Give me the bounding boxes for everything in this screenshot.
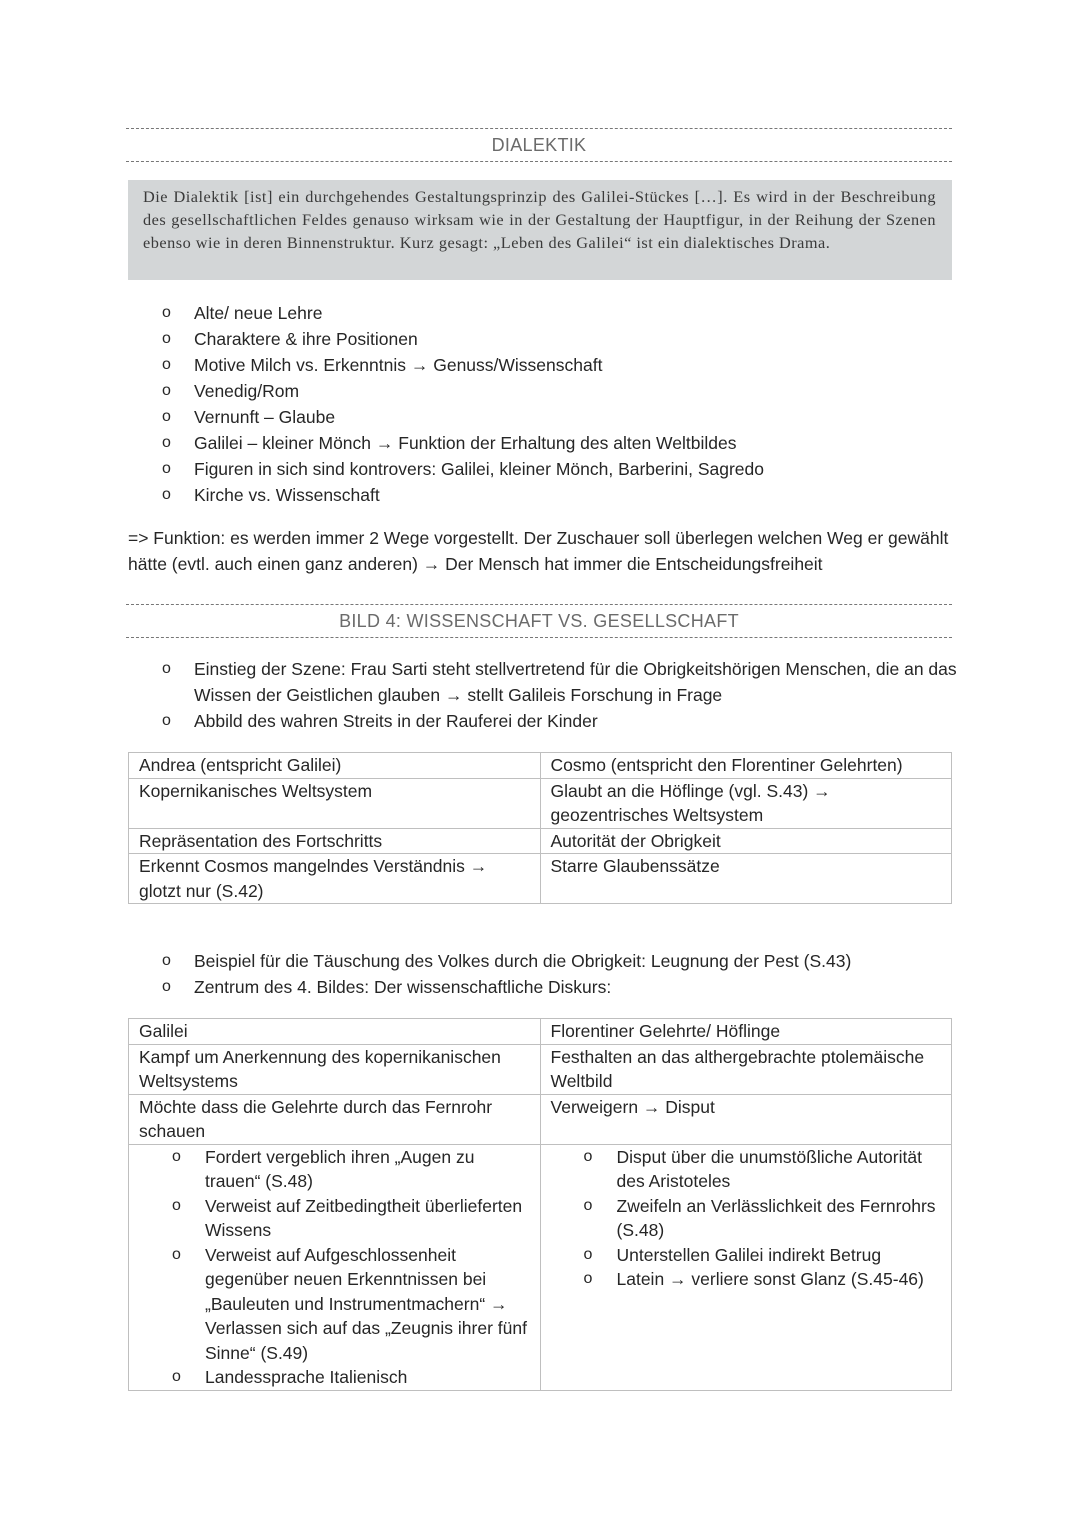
bullet-item: o Vernunft – Glaube (160, 404, 960, 430)
conclusion-paragraph: => Funktion: es werden immer 2 Wege vorgestellt. Der Zuschauer soll überlegen welchen Weg er gewählt hätte (evtl. auch einen ganz anderen) → Der Mensch hat immer die Entscheidungsfreiheit (128, 528, 949, 574)
comparison-table-andrea-cosmo (128, 752, 952, 904)
table-cell: Festhalten an das althergebrachte ptolemäische Weltbild (540, 1044, 952, 1094)
section-heading-dialektik: DIALEKTIK (126, 128, 952, 162)
table-row (129, 1044, 952, 1094)
cell-bullet-item: o Disput über die unumstößliche Autorität des Aristoteles (581, 1145, 942, 1194)
table-cell: Kampf um Anerkennung des kopernikanischen Weltsystems (129, 1044, 541, 1094)
comparison-table-galilei-gelehrte (128, 1018, 952, 1391)
table-row (129, 778, 952, 828)
bullet-item: o Motive Milch vs. Erkenntnis → Genuss/Wissenschaft (160, 352, 960, 378)
table-cell: Erkennt Cosmos mangelndes Verständnis → glotzt nur (S.42) (129, 854, 541, 904)
table-cell: Glaubt an die Höflinge (vgl. S.43) → geozentrisches Weltsystem (540, 778, 952, 828)
table-cell: Cosmo (entspricht den Florentiner Gelehrten) (540, 753, 952, 779)
cell-bullet-list (551, 1145, 942, 1292)
bullet-item: o Zentrum des 4. Bildes: Der wissenschaftliche Diskurs: (160, 974, 960, 1000)
cell-bullet-item: o Fordert vergeblich ihren „Augen zu trauen“ (S.48) (169, 1145, 530, 1194)
bullet-item: o Beispiel für die Täuschung des Volkes durch die Obrigkeit: Leugnung der Pest (S.43) (160, 948, 960, 974)
bullet-item: o Abbild des wahren Streits in der Rauferei der Kinder (160, 708, 960, 734)
table-cell: Andrea (entspricht Galilei) (129, 753, 541, 779)
cell-bullet-item: o Landessprache Italienisch (169, 1365, 530, 1390)
table-header-row (129, 753, 952, 779)
table-row (129, 828, 952, 854)
table-cell: Starre Glaubenssätze (540, 854, 952, 904)
cell-bullet-item: o Latein → verliere sonst Glanz (S.45-46) (581, 1267, 942, 1292)
bullet-item: o Venedig/Rom (160, 378, 960, 404)
bullet-item: o Galilei – kleiner Mönch → Funktion der Erhaltung des alten Weltbildes (160, 430, 960, 456)
bild4-bullet-list-1 (160, 656, 960, 734)
table-cell: Autorität der Obrigkeit (540, 828, 952, 854)
bullet-item: o Kirche vs. Wissenschaft (160, 482, 960, 508)
cell-bullet-item: o Zweifeln an Verlässlichkeit des Fernrohrs (S.48) (581, 1194, 942, 1243)
table-cell: Repräsentation des Fortschritts (129, 828, 541, 854)
section-heading-bild4: BILD 4: WISSENSCHAFT VS. GESELLSCHAFT (126, 604, 952, 638)
table-cell: Galilei (129, 1019, 541, 1045)
table-cell: Kopernikanisches Weltsystem (129, 778, 541, 828)
table-cell: Florentiner Gelehrte/ Höflinge (540, 1019, 952, 1045)
cell-bullet-list (139, 1145, 530, 1390)
table-cell: Möchte dass die Gelehrte durch das Fernrohr schauen (129, 1094, 541, 1144)
table-header-row (129, 1019, 952, 1045)
quote-box: Die Dialektik [ist] ein durchgehendes Gestaltungsprinzip des Galilei-Stückes […]. Es wird in der Beschreibung des gesellschaftlichen Feldes genauso wirksam wie in der Gestaltung der Hauptfigur, in der Reihung der Szenen ebenso wie in deren Binnenstruktur. Kurz gesagt: „Leben des Galilei“ ist ein dialektisches Drama. (128, 180, 952, 280)
bild4-bullet-list-2 (160, 948, 960, 1000)
table-row (129, 854, 952, 904)
cell-bullet-item: o Verweist auf Aufgeschlossenheit gegenüber neuen Erkenntnissen bei „Bauleuten und Instrumentmachern“ → Verlassen sich auf das „Zeugnis ihrer fünf Sinne“ (S.49) (169, 1243, 530, 1366)
table-cell (540, 1144, 952, 1390)
cell-bullet-item: o Unterstellen Galilei indirekt Betrug (581, 1243, 942, 1268)
dialektik-bullet-list (160, 300, 960, 508)
bullet-item: o Einstieg der Szene: Frau Sarti steht stellvertretend für die Obrigkeitshörigen Menschen, die an das Wissen der Geistlichen glauben → stellt Galileis Forschung in Frage (160, 656, 960, 708)
bullet-item: o Figuren in sich sind kontrovers: Galilei, kleiner Mönch, Barberini, Sagredo (160, 456, 960, 482)
table-cell: Verweigern → Disput (540, 1094, 952, 1144)
table-row (129, 1144, 952, 1390)
table-row (129, 1094, 952, 1144)
bullet-item: o Alte/ neue Lehre (160, 300, 960, 326)
table-cell (129, 1144, 541, 1390)
cell-bullet-item: o Verweist auf Zeitbedingtheit überlieferten Wissens (169, 1194, 530, 1243)
bullet-item: o Charaktere & ihre Positionen (160, 326, 960, 352)
